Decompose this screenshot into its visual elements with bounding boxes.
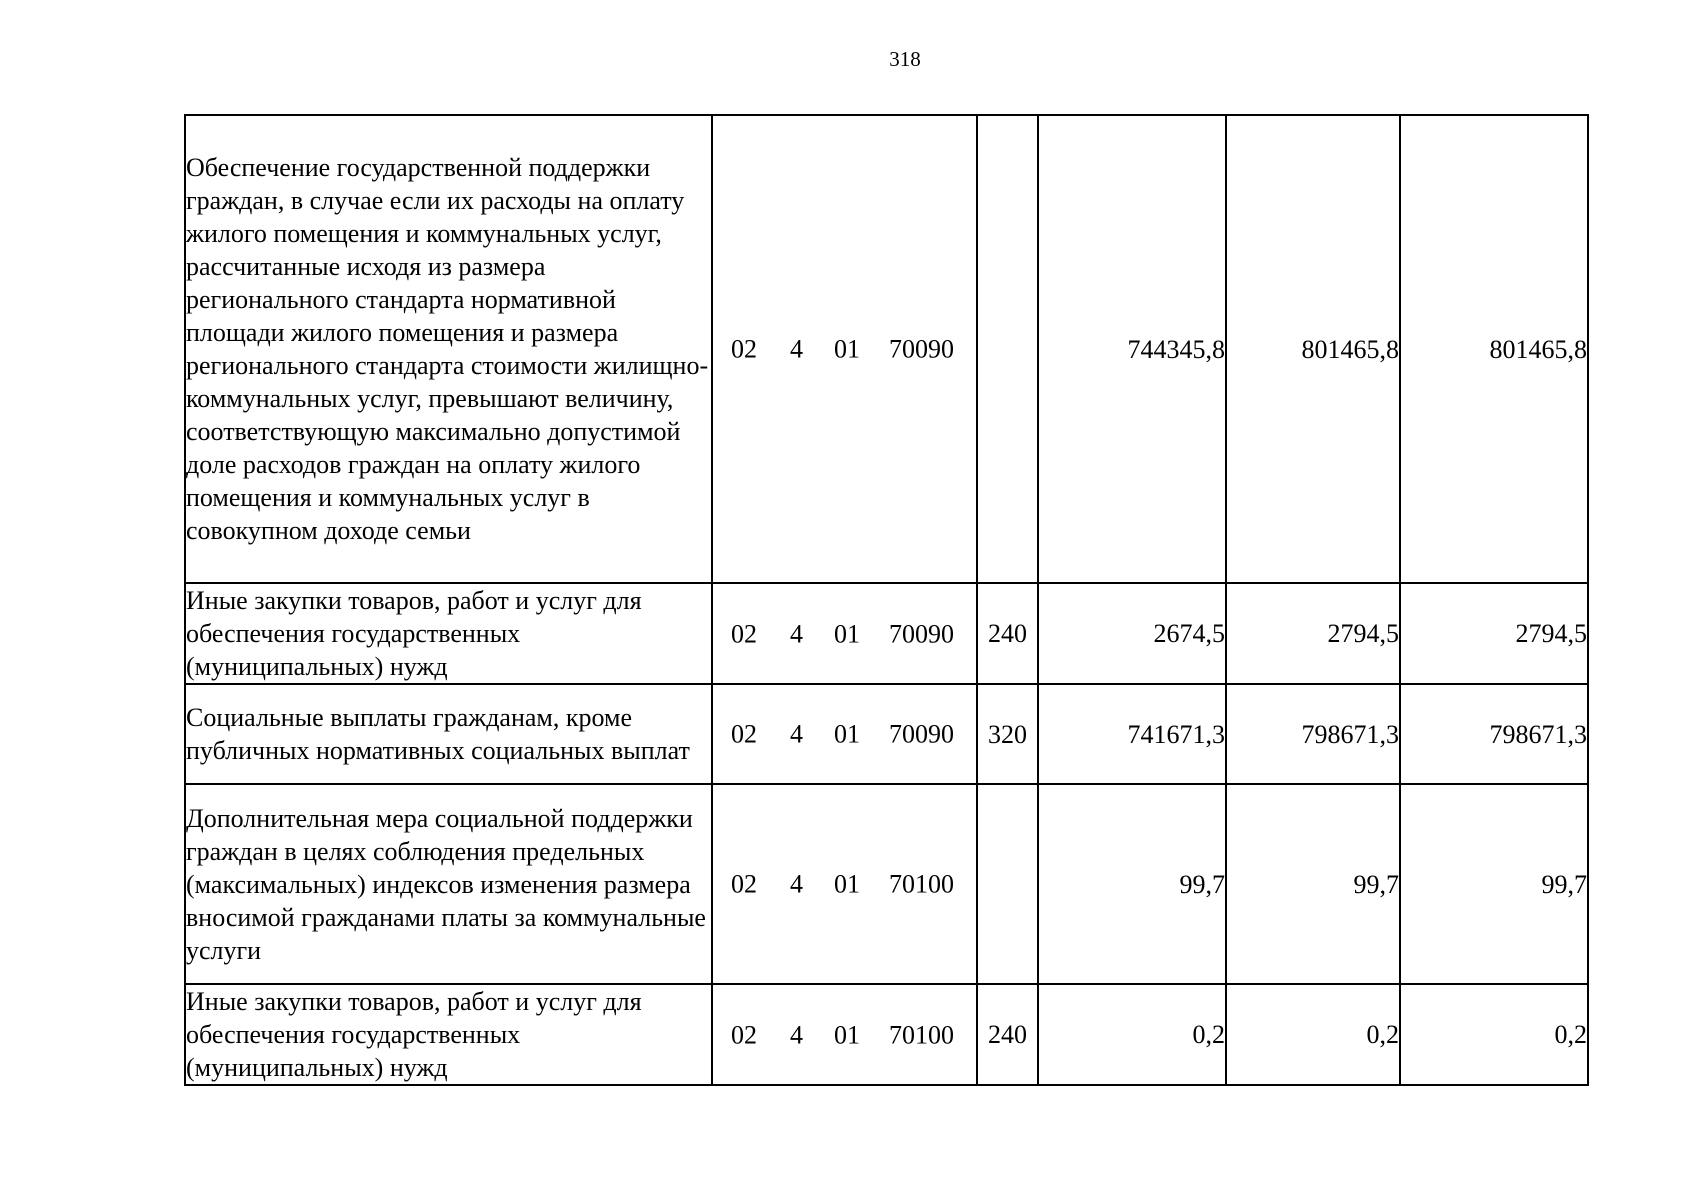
value-3-cell: 798671,3 — [1400, 684, 1588, 784]
subprogram-code: 4 — [790, 1020, 803, 1049]
main-activity-code: 01 — [834, 619, 860, 648]
value-2-cell: 99,7 — [1226, 784, 1400, 984]
value-1-cell: 0,2 — [1038, 984, 1226, 1085]
description-cell — [185, 984, 712, 1085]
program-code: 02 — [731, 334, 757, 364]
main-activity-code: 01 — [834, 869, 860, 899]
code-cell — [712, 784, 977, 984]
value-2-cell: 0,2 — [1226, 984, 1400, 1085]
value-1-cell: 2674,5 — [1038, 583, 1226, 684]
code-cell — [712, 984, 977, 1085]
description-cell — [185, 684, 712, 784]
program-code: 02 — [731, 719, 757, 749]
expense-type-cell: 240 — [977, 984, 1038, 1085]
program-code: 02 — [731, 869, 757, 899]
table-row — [185, 684, 1588, 784]
code-cell — [712, 583, 977, 684]
value-3-cell: 2794,5 — [1400, 583, 1588, 684]
code-cell — [712, 115, 977, 583]
expense-type-cell: 240 — [977, 583, 1038, 684]
subprogram-code: 4 — [790, 869, 803, 899]
value-2-cell: 798671,3 — [1226, 684, 1400, 784]
code-cell — [712, 684, 977, 784]
table-row — [185, 984, 1588, 1085]
subprogram-code: 4 — [790, 619, 803, 648]
budget-table — [184, 114, 1589, 1086]
value-1-cell: 99,7 — [1038, 784, 1226, 984]
value-1-cell: 744345,8 — [1038, 115, 1226, 583]
page-number: 318 — [889, 47, 921, 71]
value-2-cell: 2794,5 — [1226, 583, 1400, 684]
program-code: 02 — [731, 619, 757, 648]
table-row — [185, 115, 1588, 583]
value-2-cell: 801465,8 — [1226, 115, 1400, 583]
description-text: Иные закупки товаров, работ и услуг для обеспечения государственных (муниципальных) нужд — [186, 987, 642, 1082]
main-activity-code: 01 — [834, 334, 860, 364]
value-3-cell: 99,7 — [1400, 784, 1588, 984]
description-cell — [185, 583, 712, 684]
main-activity-code: 01 — [834, 719, 860, 749]
main-activity-code: 01 — [834, 1020, 860, 1049]
value-3-cell: 0,2 — [1400, 984, 1588, 1085]
direction-code: 70090 — [889, 619, 954, 648]
table-row — [185, 583, 1588, 684]
direction-code: 70090 — [889, 719, 954, 749]
description-text: Иные закупки товаров, работ и услуг для обеспечения государственных (муниципальных) нужд — [186, 586, 642, 681]
expense-type-cell — [977, 115, 1038, 583]
subprogram-code: 4 — [790, 719, 803, 749]
description-text: Дополнительная мера социальной поддержки граждан в целях соблюдения предельных (максимальных) индексов изменения размера вносимой гражданами платы за коммунальные услуги — [186, 803, 706, 965]
table-row — [185, 784, 1588, 984]
value-3-cell: 801465,8 — [1400, 115, 1588, 583]
expense-type-cell — [977, 784, 1038, 984]
value-1-cell: 741671,3 — [1038, 684, 1226, 784]
expense-type-cell: 320 — [977, 684, 1038, 784]
direction-code: 70100 — [889, 1020, 954, 1049]
direction-code: 70100 — [889, 869, 954, 899]
description-cell — [185, 784, 712, 984]
program-code: 02 — [731, 1020, 757, 1049]
subprogram-code: 4 — [790, 334, 803, 364]
description-text: Обеспечение государственной поддержки граждан, в случае если их расходы на оплату жилого помещения и коммунальных услуг, рассчитанные исходя из размера регионального стандарта нормативной площади жилого помещения и размера регионального стандарта стоимости жилищно-коммунальных услуг, превышают величину, соответствующую максимально допустимой доле расходов граждан на оплату жилого помещения и коммунальных услуг в совокупном доходе семьи — [186, 153, 709, 545]
direction-code: 70090 — [889, 334, 954, 364]
description-cell — [185, 115, 712, 583]
description-text: Социальные выплаты гражданам, кроме публичных нормативных социальных выплат — [186, 703, 690, 765]
